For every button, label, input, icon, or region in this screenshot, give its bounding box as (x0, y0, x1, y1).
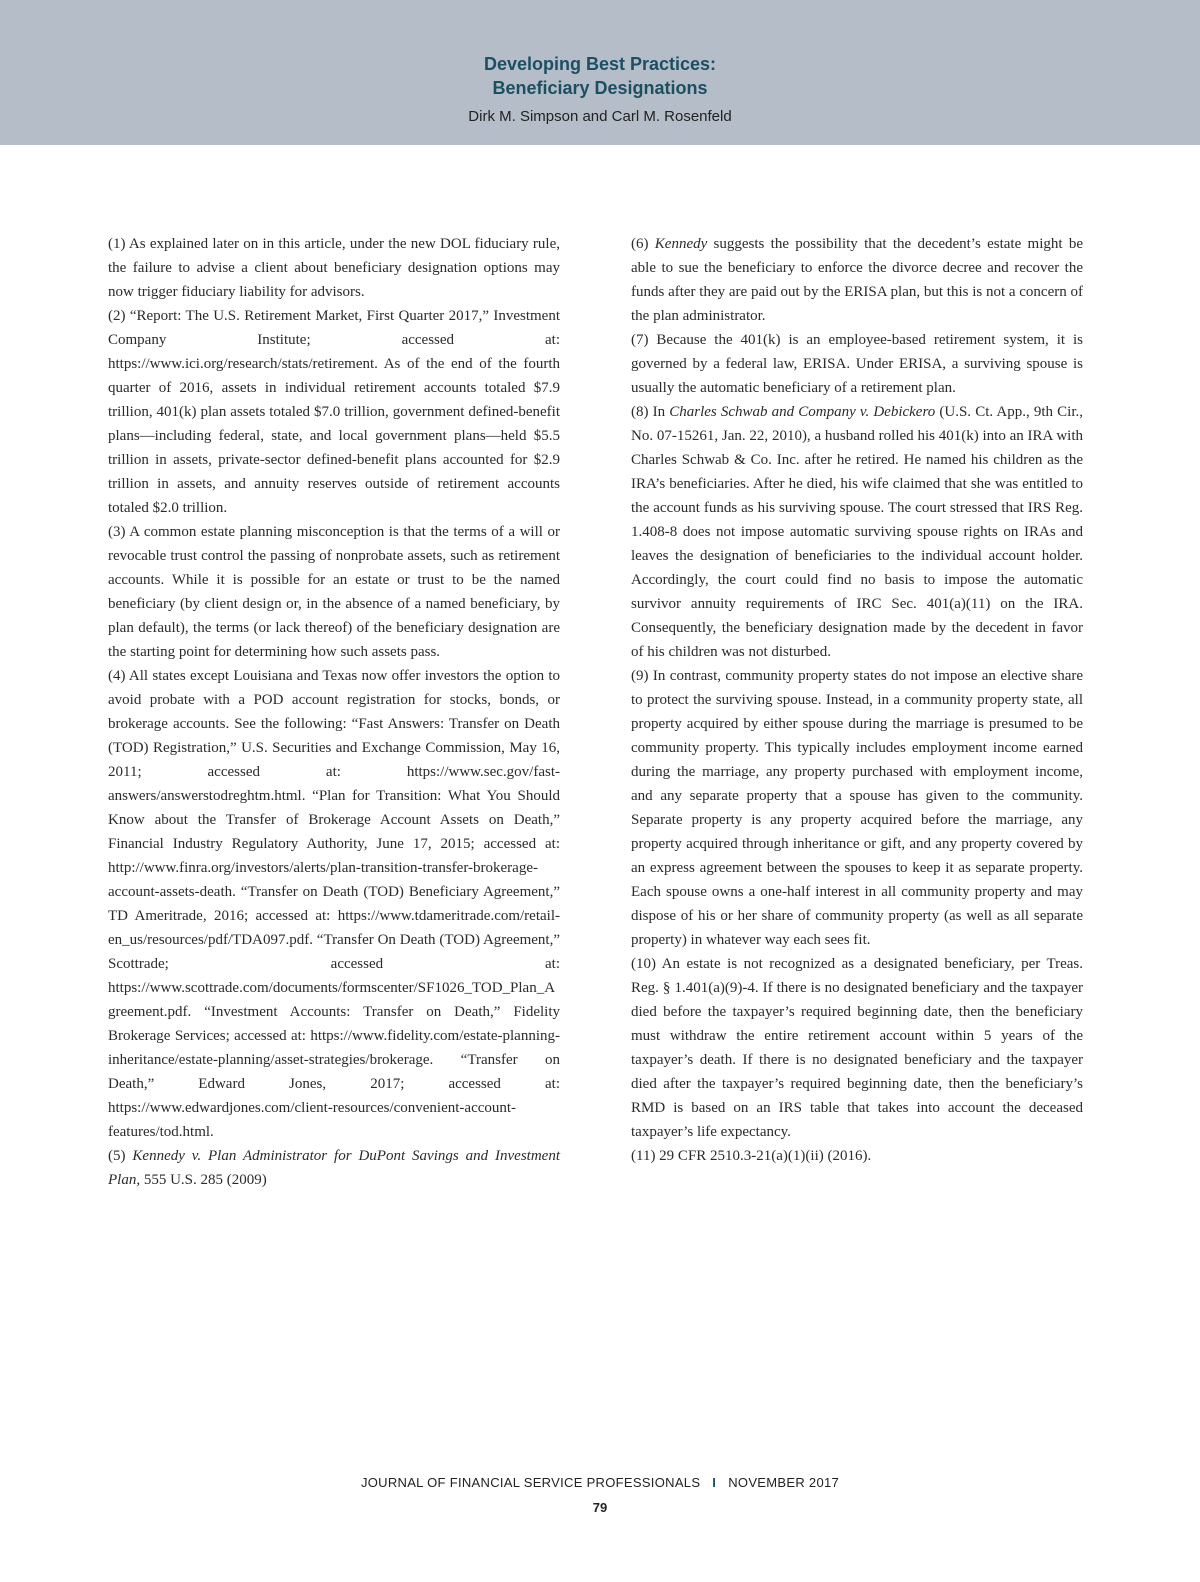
article-title-line-1: Developing Best Practices: (483, 54, 717, 74)
article-authors: Dirk M. Simpson and Carl M. Rosenfeld (468, 108, 732, 125)
endnote-5-case-name: Kennedy v. Plan Administrator for DuPont Savings and Investment Plan, (108, 1148, 560, 1188)
endnote-9: (9) In contrast, community property states do not impose an elective share to protect the surviving spouse. Instead, in a community property state, all property acquired by either spouse during the marriage is presumed to be community property. This typically includes employment income earned during the marriage, any property purchased with employment income, and any separate property that a spouse has given to the community. Separate property is any property acquired before the marriage, any property acquired through inheritance or gift, and any property covered by an express agreement between the spouses to keep it as separate property. Each spouse owns a one-half interest in all community property and may dispose of his or her share of community property (as well as all separate property) in whatever way each sees fit. (631, 668, 1083, 948)
journal-name: JOURNAL OF FINANCIAL SERVICE PROFESSIONALS (360, 1475, 701, 1490)
endnote-6 (631, 232, 1083, 328)
endnote-1: (1) As explained later on in this article, under the new DOL fiduciary rule, the failure to advise a client about beneficiary designation options may now trigger fiduciary liability for advisors. (108, 236, 560, 300)
endnote-8 (631, 400, 1083, 664)
endnote-5 (108, 1144, 560, 1192)
endnote-5-number: (5) (108, 1148, 133, 1164)
page-number: 79 (592, 1500, 608, 1515)
endnote-2: (2) “Report: The U.S. Retirement Market, First Quarter 2017,” Investment Company Institute; accessed at: https://www.ici.org/research/stats/retirement. As of the end of the fourth quarter of 2016, assets in individual retirement accounts totaled $7.9 trillion, 401(k) plan assets totaled $7.0 trillion, government defined-benefit plans—including federal, state, and local government plans—held $5.5 trillion in assets, private-sector defined-benefit plans accounted for $2.9 trillion in assets, and annuity reserves outside of retirement accounts totaled $2.0 trillion. (108, 308, 560, 516)
endnote-6-number: (6) (631, 236, 655, 252)
article-title-line-2: Beneficiary Designations (492, 78, 708, 98)
notes-column-right (631, 232, 1083, 1168)
endnote-11: (11) 29 CFR 2510.3-21(a)(1)(ii) (2016). (631, 1148, 872, 1164)
endnote-8-case-name: Charles Schwab and Company v. Debickero (669, 404, 936, 420)
endnote-5-citation: 555 U.S. 285 (2009) (140, 1172, 267, 1188)
endnote-8-number: (8) In (631, 404, 670, 420)
endnote-8-text: (U.S. Ct. App., 9th Cir., No. 07-15261, Jan. 22, 2010), a husband rolled his 401(k) into an IRA with Charles Schwab & Co. Inc. after he retired. He named his children as the IRA’s beneficiaries. After he died, his wife claimed that she was entitled to the account funds as his surviving spouse. The court stressed that IRS Reg. 1.408-8 does not impose automatic surviving spouse rights on IRAs and leaves the designation of beneficiaries to the individual account holder. Accordingly, the court could find no basis to impose the automatic survivor annuity requirements of IRC Sec. 401(a)(11) on the IRA. Consequently, the beneficiary designation made by the decedent in favor of his children was not disturbed. (631, 404, 1084, 660)
endnote-4: (4) All states except Louisiana and Texas now offer investors the option to avoid probate with a POD account registration for stocks, bonds, or brokerage accounts. See the following: “Fast Answers: Transfer on Death (TOD) Registration,” U.S. Securities and Exchange Commission, May 16, 2011; accessed at: https://www.sec.gov/fast-answers/answerstodreghtm.html. “Plan for Transition: What You Should Know about the Transfer of Brokerage Account Assets on Death,” Financial Industry Regulatory Authority, June 17, 2015; accessed at: http://www.finra.org/investors/alerts/plan-transition-transfer-brokerage-account-assets-death. “Transfer on Death (TOD) Beneficiary Agreement,” TD Ameritrade, 2016; accessed at: https://www.tdameritrade.com/retail-en_us/resources/pdf/TDA097.pdf. “Transfer On Death (TOD) Agreement,” Scottrade; accessed at: https://www.scottrade.com/documents/formscenter/SF1026_TOD_Plan_Agreement.pdf. “Investment Accounts: Transfer on Death,” Fidelity Brokerage Services; accessed at: https://www.fidelity.com/estate-planning-inheritance/estate-planning/asset-strategies/brokerage. “Transfer on Death,” Edward Jones, 2017; accessed at: https://www.edwardjones.com/client-resources/convenient-account-features/tod.html. (108, 668, 560, 1140)
endnote-7: (7) Because the 401(k) is an employee-based retirement system, it is governed by a federal law, ERISA. Under ERISA, a surviving spouse is usually the automatic beneficiary of a retirement plan. (631, 332, 1083, 396)
endnote-6-case-name: Kennedy (654, 236, 708, 252)
page-footer (0, 1474, 1200, 1492)
header-banner (0, 0, 1200, 145)
notes-column-left (108, 232, 560, 1192)
issue-date: NOVEMBER 2017 (728, 1475, 840, 1490)
endnote-10: (10) An estate is not recognized as a designated beneficiary, per Treas. Reg. § 1.401(a)(9)-4. If there is no designated beneficiary and the taxpayer died before the taxpayer’s required beginning date, then the beneficiary must withdraw the entire retirement account within 5 years of the taxpayer’s death. If there is no designated beneficiary and the taxpayer died after the taxpayer’s required beginning date, then the beneficiary’s RMD is based on an IRS table that takes into account the deceased taxpayer’s life expectancy. (631, 956, 1083, 1140)
endnote-6-text: suggests the possibility that the decedent’s estate might be able to sue the beneficiary to enforce the divorce decree and recover the funds after they are paid out by the ERISA plan, but this is not a concern of the plan administrator. (631, 236, 1083, 324)
footer-separator: I (712, 1475, 717, 1490)
endnote-3: (3) A common estate planning misconception is that the terms of a will or revocable trust control the passing of nonprobate assets, such as retirement accounts. While it is possible for an estate or trust to be the named beneficiary (by client design or, in the absence of a named beneficiary, by plan default), the terms (or lack thereof) of the beneficiary designation are the starting point for determining how such assets pass. (108, 524, 560, 660)
